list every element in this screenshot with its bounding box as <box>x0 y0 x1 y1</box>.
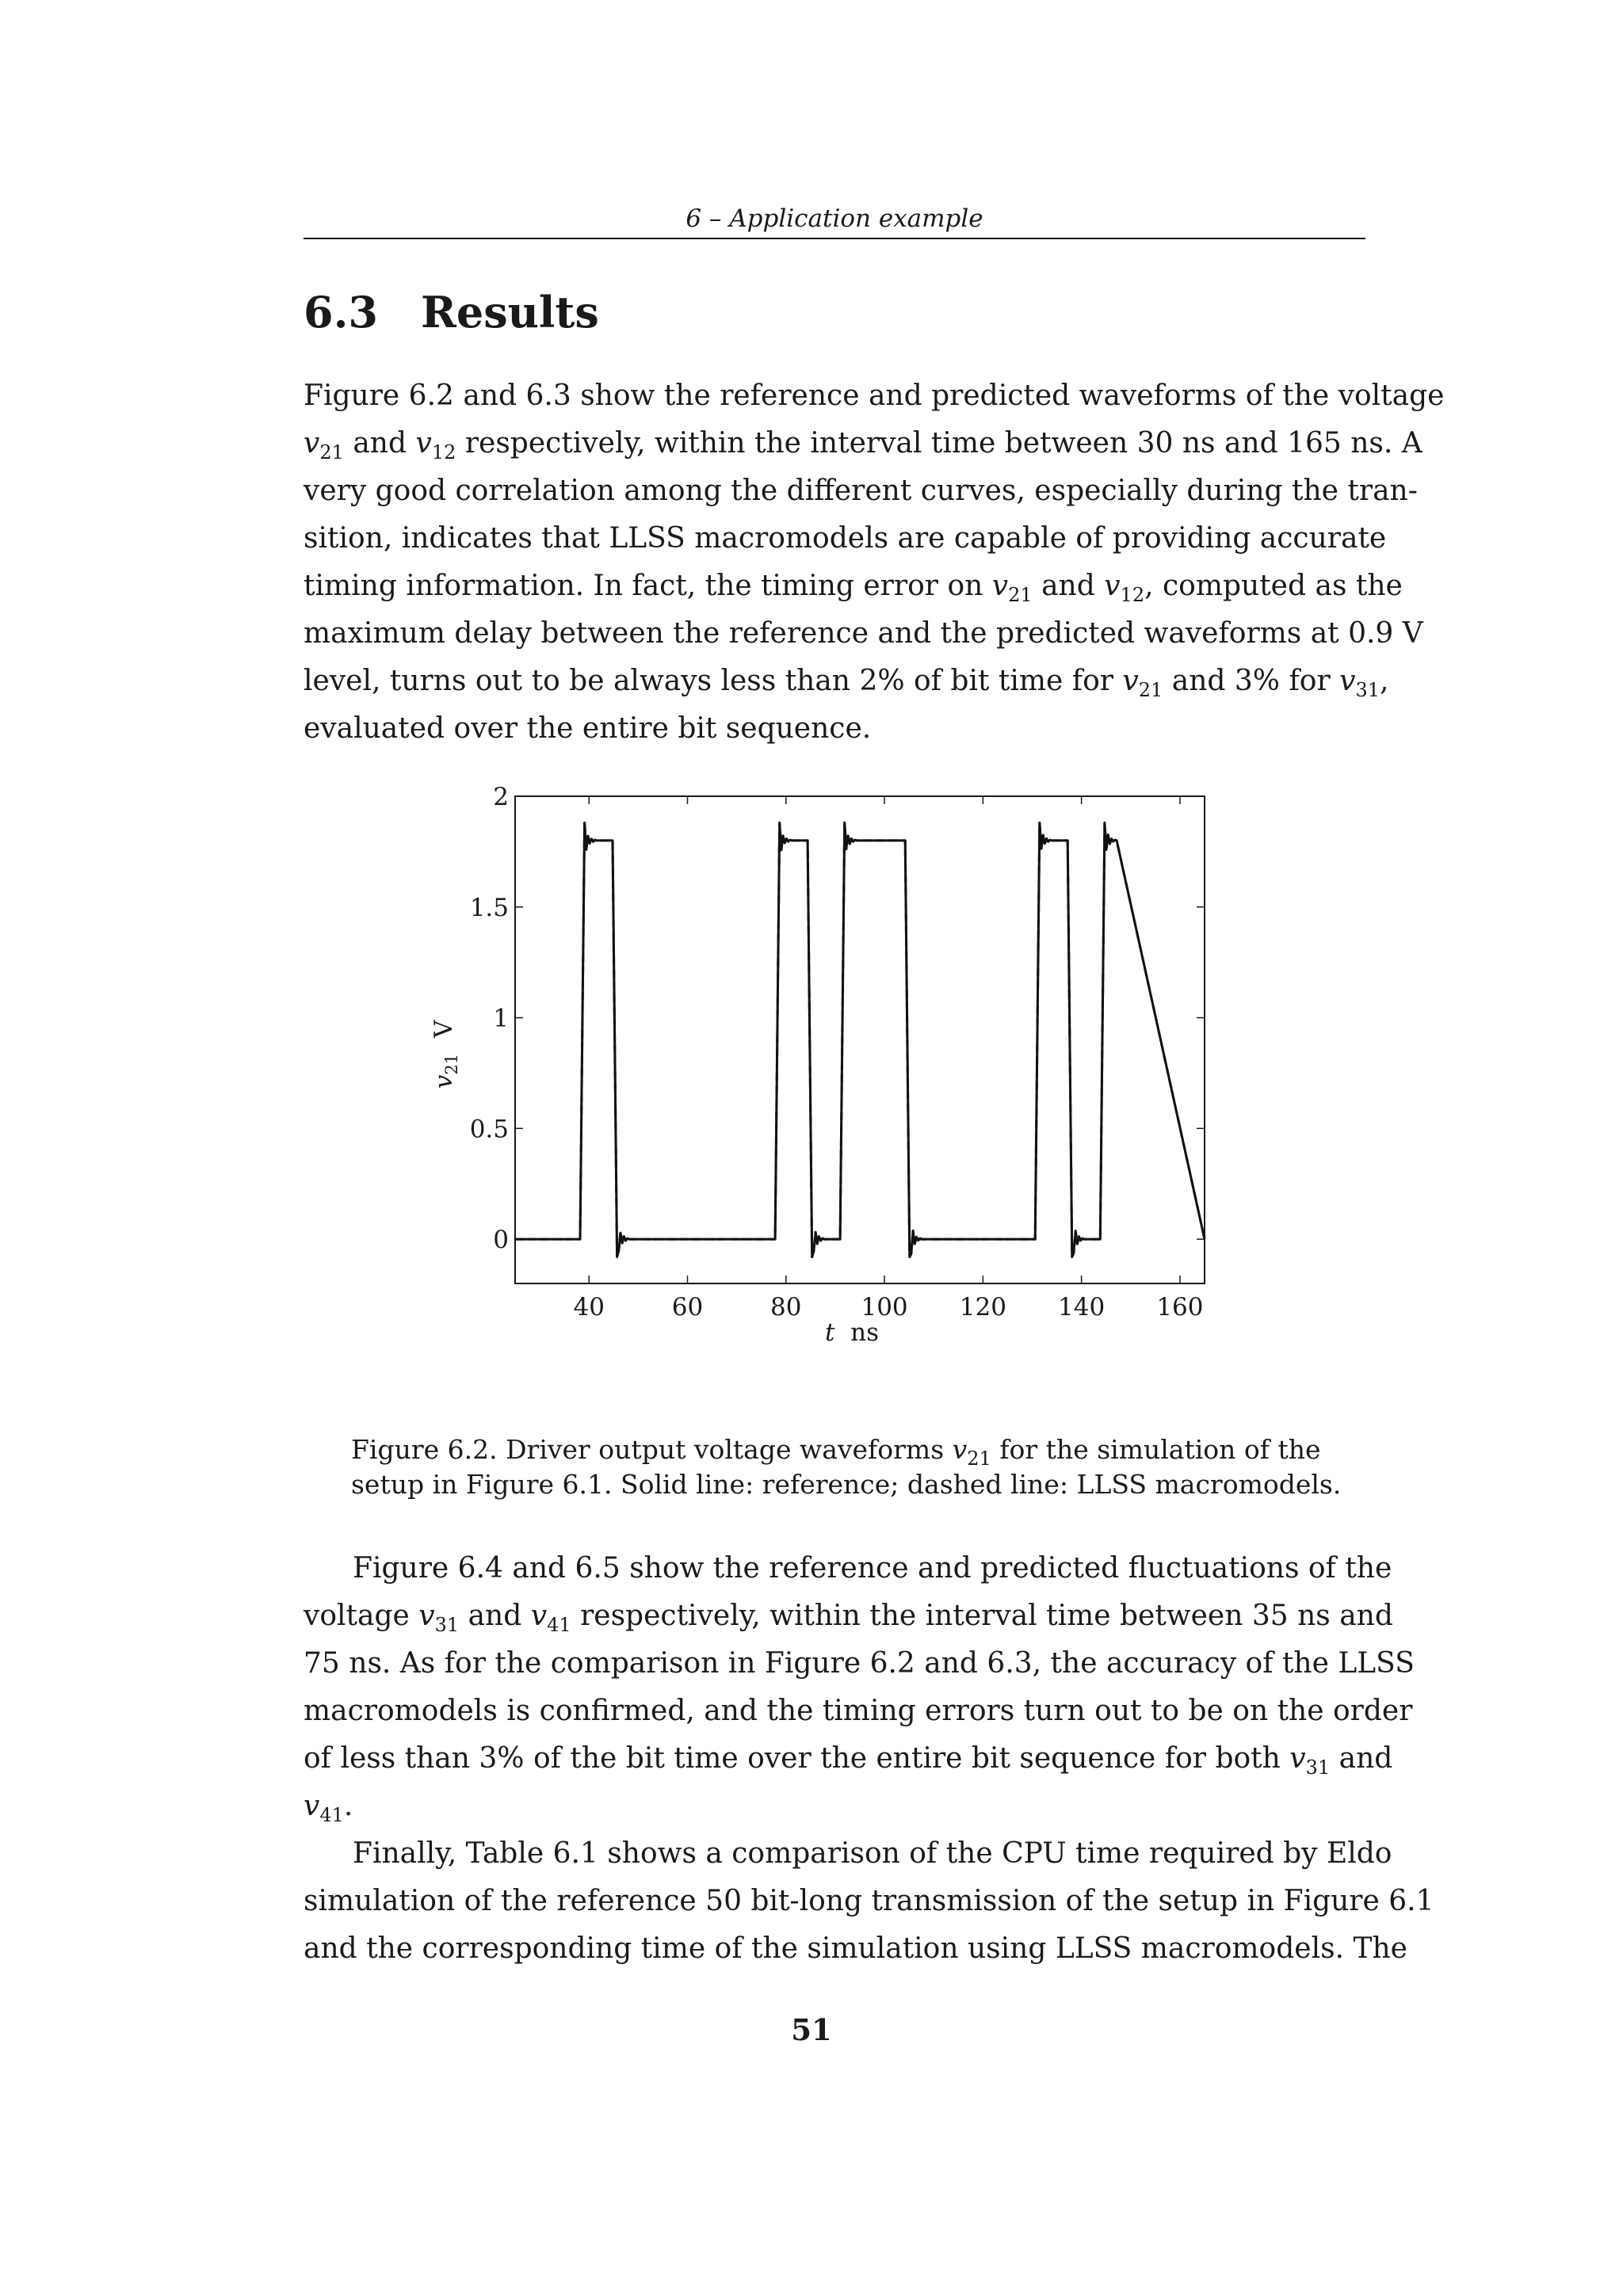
page-number: 51 <box>791 2012 832 2047</box>
paragraph-line: and the corresponding time of the simulation using LLSS macromodels. The <box>304 1932 1407 1965</box>
y-tick-label: 1 <box>493 1004 509 1033</box>
x-tick-label: 40 <box>573 1293 605 1322</box>
x-tick-label: 140 <box>1058 1293 1106 1322</box>
y-tick-label: 0 <box>493 1226 509 1255</box>
y-tick-label: 2 <box>493 783 509 811</box>
paragraph-line: $v_{41}$. <box>304 1790 353 1826</box>
x-tick-label: 120 <box>959 1293 1006 1322</box>
x-tick-label: 60 <box>671 1293 704 1322</box>
y-tick-label: 0.5 <box>469 1115 509 1144</box>
paragraph-line: macromodels is confirmed, and the timing errors turn out to be on the order <box>304 1695 1413 1727</box>
caption-line: Figure 6.2. Driver output voltage waveforms $v_{21}$ for the simulation of the <box>351 1434 1321 1470</box>
running-head: 6 – Application example <box>685 204 983 233</box>
paragraph-line: Figure 6.2 and 6.3 show the reference and predicted waveforms of the voltage <box>304 379 1445 412</box>
paragraph-line: of less than 3% of the bit time over the entire bit sequence for both $v_{31}$ and <box>304 1742 1393 1779</box>
caption-line: setup in Figure 6.1. Solid line: reference; dashed line: LLSS macromodels. <box>351 1469 1342 1500</box>
paragraph-line: 75 ns. As for the comparison in Figure 6.2 and 6.3, the accuracy of the LLSS <box>304 1647 1415 1680</box>
x-axis-label: t ns <box>824 1318 880 1347</box>
x-tick-label: 80 <box>770 1293 802 1322</box>
series-llss-line <box>515 823 1205 1257</box>
y-axis-label: $v_{21}$ V <box>430 1020 461 1089</box>
paragraph-line: Figure 6.4 and 6.5 show the reference and predicted fluctuations of the <box>353 1552 1392 1585</box>
paragraph-3 <box>304 1830 1434 1973</box>
waveform-chart <box>428 780 1244 1414</box>
paragraph-line: level, turns out to be always less than 2% of bit time for $v_{21}$ and 3% for $v_{31}$, <box>304 665 1389 701</box>
paragraph-line: timing information. In fact, the timing error on $v_{21}$ and $v_{12}$, computed as the <box>304 570 1403 606</box>
x-tick-label: 160 <box>1156 1293 1204 1322</box>
figure-6-2 <box>428 780 1244 1414</box>
paragraph-line: voltage $v_{31}$ and $v_{41}$ respectively, within the interval time between 35 ns and <box>304 1600 1393 1636</box>
header-rule <box>304 238 1365 239</box>
paragraph-line: simulation of the reference 50 bit-long transmission of the setup in Figure 6.1 <box>304 1885 1434 1917</box>
y-tick-label: 1.5 <box>469 893 509 922</box>
paragraph-line: maximum delay between the reference and the predicted waveforms at 0.9 V <box>304 617 1423 650</box>
paragraph-line: very good correlation among the different curves, especially during the tran- <box>304 475 1418 507</box>
paragraph-line: sition, indicates that LLSS macromodels are capable of providing accurate <box>304 522 1387 555</box>
paragraph-1 <box>304 372 1445 753</box>
paragraph-line: evaluated over the entire bit sequence. <box>304 712 872 745</box>
x-tick-label: 100 <box>861 1293 908 1322</box>
paragraph-line: $v_{21}$ and $v_{12}$ respectively, within the interval time between 30 ns and 165 ns. A <box>304 427 1423 463</box>
section-title <box>304 287 599 338</box>
paragraph-2 <box>304 1545 1415 1830</box>
section-title-text: Results <box>421 287 599 338</box>
figure-caption <box>351 1432 1342 1502</box>
section-number: 6.3 <box>304 287 378 338</box>
paragraph-line: Finally, Table 6.1 shows a comparison of the CPU time required by Eldo <box>353 1837 1392 1870</box>
